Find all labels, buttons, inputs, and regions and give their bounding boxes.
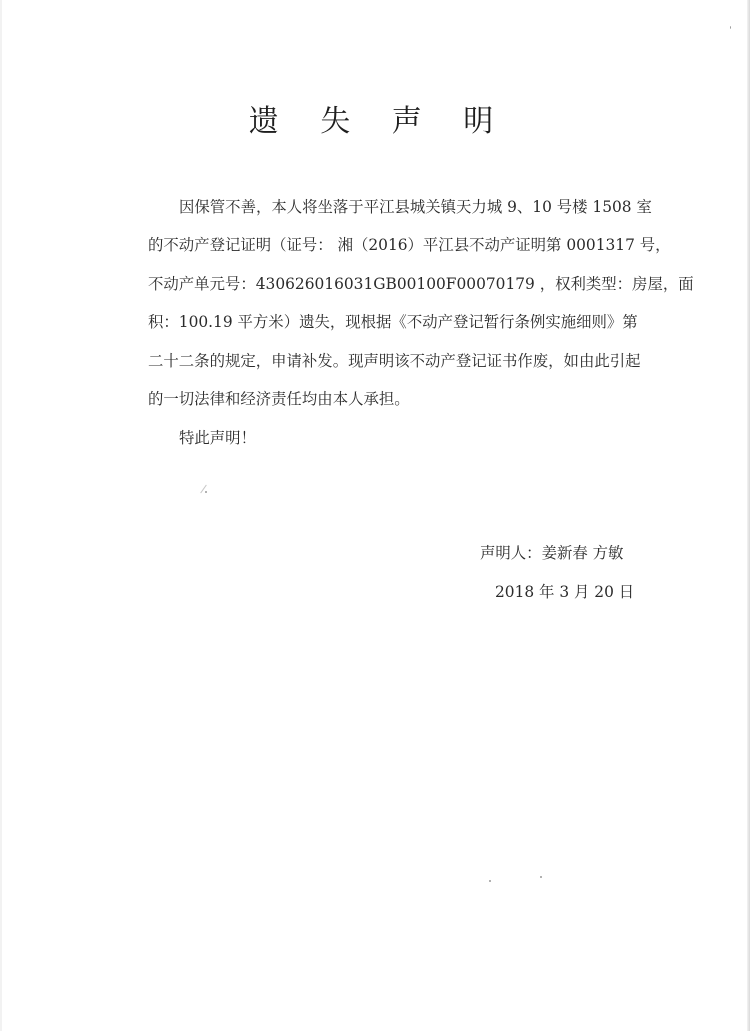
body-line-6: 的一切法律和经济责任均由本人承担。: [148, 390, 410, 408]
body-line-5: 二十二条的规定，申请补发。现声明该不动产登记证书作废，如由此引起: [148, 352, 641, 370]
date-line: 2018 年 3 月 20 日: [495, 583, 635, 601]
closing-line: 特此声明！: [179, 429, 256, 447]
body-line-1: 因保管不善，本人将坐落于平江县城关镇天力城 9、10 号楼 1508 室: [179, 198, 652, 216]
signature-line: 声明人：姜新春 方敏: [480, 544, 624, 562]
scan-speck: [730, 26, 731, 29]
scan-edge-left: [0, 0, 2, 1031]
scan-speck: [540, 876, 542, 878]
body-line-4: 积：100.19 平方米）遗失，现根据《不动产登记暂行条例实施细则》第: [148, 313, 638, 331]
scan-speck: [205, 491, 207, 493]
body-line-3: 不动产单元号：430626016031GB00100F00070179 ，权利类型：房屋，面: [148, 275, 694, 293]
page-title: 遗 失 声 明: [248, 104, 510, 139]
body-line-2: 的不动产登记证明（证号： 湘（2016）平江县不动产证明第 0001317 号，: [148, 236, 671, 254]
scan-speck: [489, 880, 491, 882]
